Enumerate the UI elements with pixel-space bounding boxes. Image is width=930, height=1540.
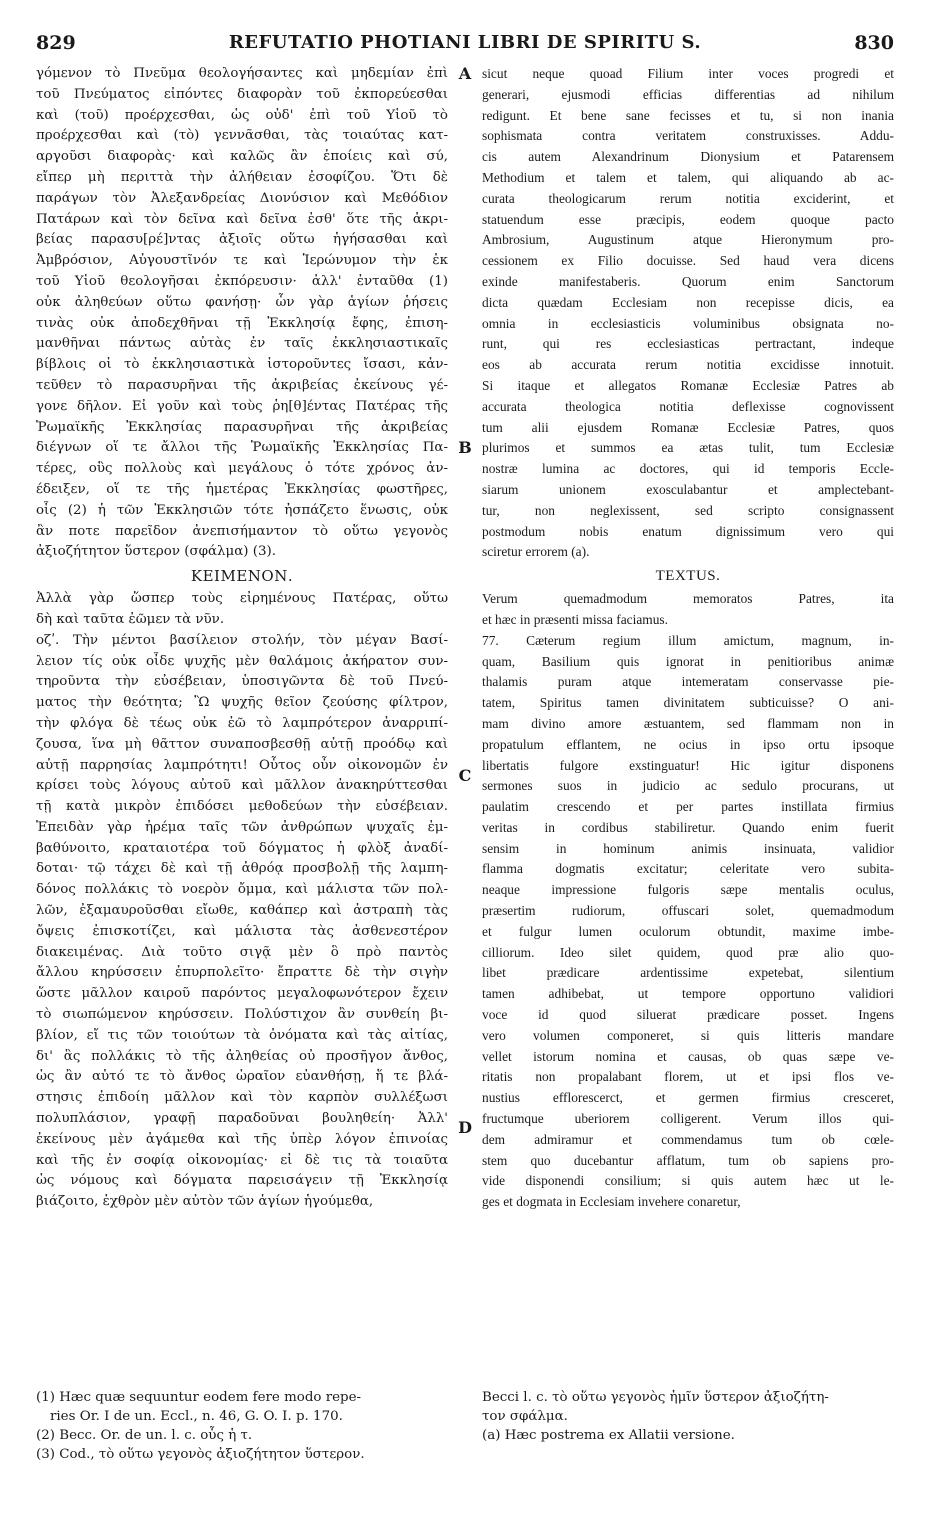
text-line: sermones suos in judicio ac sedulo procurans, ut	[482, 778, 894, 794]
text-line: postmodum nobis enatum dignissimum vero qui	[482, 523, 894, 539]
text-line: ἂν ποτε παρεῖδον ἀνεπισήμαντον τὸ οὕτω γεγονὸς	[36, 523, 448, 539]
text-line: ὥστε μᾶλλον καιροῦ παρόντος μεγαλοφωνότερον ἔχειν	[36, 986, 448, 1002]
text-line: eos ab accurata rerum notitia excidisse innotuit.	[482, 357, 894, 373]
text-line: ζουσα, ἵνα μὴ θᾶττον συναποσβεσθῇ αὐτῇ προόδῳ καὶ	[36, 736, 448, 752]
text-line: quam, Basilium quis ignorat in penitioribus animæ	[482, 653, 894, 669]
margin-marker-d: D	[458, 1118, 472, 1137]
text-line: tur, non neglexissent, sed scripto consignassent	[482, 502, 894, 518]
text-line: ὡς ἂν αὐτό τε τὸ ἄνθος ὡραῖον εὐανθήσῃ, ἥ τε βλά-	[36, 1069, 448, 1085]
text-line: dem admiramur et commendamus tum ob cœle-	[482, 1131, 894, 1147]
text-line: accurata theologica notitia deflexisse cognovissent	[482, 398, 894, 414]
latin-paragraph-3	[482, 631, 894, 1213]
running-title: REFUTATIO PHOTIANI LIBRI DE SPIRITU S.	[228, 32, 702, 53]
text-line: τῇ κατὰ μικρὸν ἐπιδόσει μεθοδεύων τὴν εὐσέβειαν.	[36, 799, 448, 815]
latin-section-heading: TEXTUS.	[655, 568, 721, 585]
text-line: καὶ (τοῦ) προέρχεσθαι, ὡς οὐδ' ἐπὶ τοῦ Υἱοῦ τὸ	[36, 107, 448, 123]
greek-column	[36, 64, 448, 1213]
text-line: cessionem ex Filio docuisse. Sed haud vera dicens	[482, 253, 894, 269]
text-line: βαθύνοιτο, κραταιοτέρα τοῦ δόγματος ἡ φλὸξ ἀναδί-	[36, 840, 448, 856]
text-line: δὴ καὶ ταῦτα ἐῶμεν τὰ νῦν.	[36, 611, 225, 627]
text-line: βλίον, εἴ τις τῶν τοιούτων τὰ ὀνόματα καὶ τὰς αἰτίας,	[36, 1027, 448, 1043]
text-line: Ambrosium, Augustinum atque Hieronymum pro-	[482, 232, 894, 248]
text-line: γόμενον τὸ Πνεῦμα θεολογήσαντες καὶ μηδεμίαν ἐπὶ	[36, 66, 448, 81]
text-line: propatulum efflantem, ne ocius in ipso ortu ipsoque	[482, 736, 894, 752]
text-line: γονε δῆλον. Εἰ γοῦν καὶ τοὺς ῥη[θ]έντας Πατέρας τῆς	[36, 398, 448, 414]
text-line: λειον τίς οὐκ οἶδε ψυχῆς μὲν θαλάμοις ἀκήρατον συν-	[36, 653, 448, 669]
text-line: exinde manifestaberis. Quorum enim Sanctorum	[482, 273, 894, 289]
footnotes-left	[36, 1388, 456, 1464]
text-line: τηροῦντα τὴν εὐσέβειαν, ὑποσιγῶντα δὲ τοῦ Πνεύ-	[36, 674, 448, 690]
text-line: sciretur errorem (a).	[482, 544, 590, 560]
greek-section-heading: ΚΕΙΜΕΝΟΝ.	[190, 567, 294, 586]
greek-paragraph-2	[36, 589, 448, 631]
text-line: fructumque uberiorem colligerent. Verum illos qui-	[482, 1111, 894, 1127]
text-line: cis autem Alexandrinum Dionysium et Patarensem	[482, 149, 894, 165]
text-line: siarum unionem exosculabantur et amplectebant-	[482, 481, 894, 497]
text-line: et fulgur lumen oculorum obtundit, maxime imbe-	[482, 923, 894, 939]
text-line: τοῦ Υἱοῦ θεολογῆσαι ἐκπόρευσιν· ἀλλ' ἐνταῦθα (1)	[36, 273, 448, 289]
text-line: thalamis puram atque intemeratam conservasse pie-	[482, 674, 894, 690]
text-line: τὸ σιωπώμενον κηρύσσειν. Πολύστιχον ἂν συνθείη βι-	[36, 1007, 448, 1023]
text-line: Verum quemadmodum memoratos Patres, ita	[482, 591, 894, 607]
text-line: vellet istorum nomina et causas, ob quas sæpe ve-	[482, 1048, 894, 1064]
page-number-left: 829	[36, 32, 76, 54]
footnote-line: ries Or. I de un. Eccl., n. 46, G. O. I. p. 170.	[50, 1409, 343, 1424]
footnote-line: (3) Cod., τὸ οὕτω γεγονὸς ἀξιοζήτητον ὕστερον.	[36, 1447, 365, 1462]
text-line: sophismata contra veritatem construxisses. Addu-	[482, 128, 894, 144]
text-line: libet prædicare ardentissime expetebat, silentium	[482, 965, 894, 981]
text-line: tum alii ejusdem Romanæ Ecclesiæ Patres, quos	[482, 419, 894, 435]
text-line: εἴπερ μὴ περιττὰ τὴν ἀλήθειαν ἐσοφίζου. Ὅτι δὲ	[36, 169, 448, 185]
text-line: veritas in cordibus stabiliretur. Quando enim fuerit	[482, 819, 894, 835]
footnote-line: (a) Hæc postrema ex Allatii versione.	[482, 1428, 735, 1443]
text-line: sicut neque quoad Filium inter voces progredi et	[482, 66, 894, 81]
text-line: Ἐπειδὰν γὰρ ἠρέμα ταῖς τῶν ἀνθρώπων ψυχαῖς ἐμ-	[36, 819, 448, 835]
text-line: δόνος πολλάκις τὸ νοερὸν ὄμμα, καὶ μάλιστα τῶν πολ-	[36, 882, 448, 898]
text-line: Ἀλλὰ γὰρ ὥσπερ τοὺς εἰρημένους Πατέρας, οὕτω	[36, 591, 448, 607]
text-line: οὐκ ἀληθεύων οὕτω φανήσῃ· ὧν γὰρ ἁγίων ῥήσεις	[36, 294, 448, 310]
text-line: οἷς (2) ἡ τῶν Ἐκκλησιῶν τότε ἠσπάζετο ἕνωσις, οὐκ	[36, 502, 448, 518]
text-line: ὄψεις ἐπισκοτίζει, καὶ μάλιστα τὰς ἀσθενεστέρον	[36, 923, 448, 939]
text-line: αὐτῇ παρρησίας λαμπρότητι! Οὗτος οὖν οἰκονομῶν ἐν	[36, 757, 448, 773]
text-line: στησις ἐπιδοίη μᾶλλον καὶ τὸν καρπὸν συλλέξωσι	[36, 1090, 448, 1106]
text-line: Methodium et talem et talem, qui aliquando ab ac-	[482, 169, 894, 185]
footnote-line: (1) Hæc quæ sequuntur eodem fere modo repe-	[36, 1390, 362, 1405]
page-number-right: 830	[854, 32, 894, 54]
text-line: ἀξιοζήτητον ὕστερον (σφάλμα) (3).	[36, 544, 276, 560]
text-line: διακειμένας. Διὰ τοῦτο σιγᾷ μὲν ὃ πρὸ παντὸς	[36, 944, 448, 960]
text-line: generari, ejusmodi efficias differentias ad nihilum	[482, 86, 894, 102]
text-line: curata theologicarum rerum notitia exciderint, et	[482, 190, 894, 206]
text-line: tatem, Spiritus tamen divinitatem subticuisse? O ani-	[482, 695, 894, 711]
text-line: ges et dogmata in Ecclesiam invehere conaretur,	[482, 1194, 741, 1210]
footnote-line: (2) Becc. Or. de un. l. c. οὗς ἡ τ.	[36, 1428, 253, 1443]
text-line: neaque impressione fulgoris sæpe mentalis oculus,	[482, 882, 894, 898]
text-line: cilliorum. Ideo silet quidem, quod præ alio quo-	[482, 944, 894, 960]
text-line: δι' ἃς πολλάκις τὸ τῆς ἀληθείας οὐ προσῆγον ἄνθος,	[36, 1048, 448, 1064]
text-line: præsertim rudiorum, offuscari solet, quemadmodum	[482, 903, 894, 919]
text-line: τινὰς οὐκ ἀποδεχθῆναι τῇ Ἐκκλησίᾳ ἔφης, ἐπιση-	[36, 315, 448, 331]
text-line: nustius efflorescerct, et germen firmius cresceret,	[482, 1090, 894, 1106]
text-line: plurimos et summos ea ætas tulit, tum Ecclesiæ	[482, 440, 894, 456]
text-line: et hæc in præsenti missa faciamus.	[482, 611, 668, 627]
text-line: ἄλλου κηρύσσειν ἐπυρπολεῖτο· ἔπραττε δὲ τὴν σιγὴν	[36, 965, 448, 981]
greek-paragraph-3	[36, 631, 448, 1213]
text-line: statuendum esse præcipis, eodem quoque pacto	[482, 211, 894, 227]
text-line: 77. Cæterum regium illum amictum, magnum, in-	[482, 632, 894, 648]
text-line: redigunt. Et bene sane fecisses et tu, si non inania	[482, 107, 894, 123]
text-line: έδειξεν, οἵ τε τῆς ἡμετέρας Ἐκκλησίας φωστῆρες,	[36, 481, 448, 497]
text-line: Πατάρων καὶ τὸν δεῖνα καὶ δεῖνα ἐσθ' ὅτε τῆς ἀκρι-	[36, 211, 448, 227]
text-line: runt, qui res ecclesiasticas pertractant, indeque	[482, 336, 894, 352]
text-line: nostræ lumina ac doctores, qui id temporis Eccle-	[482, 461, 894, 477]
page-header	[36, 32, 894, 56]
text-line: libertatis fulgore exstinguatur! Hic igitur disponens	[482, 757, 894, 773]
latin-paragraph-2	[482, 589, 894, 631]
text-line: τέρες, οὓς πολλοὺς καὶ μεγάλους ὁ τότε χρόνος ἀν-	[36, 461, 448, 477]
footnote-line: Becci l. c. τὸ οὕτω γεγονὸς ἡμῖν ὕστερον ἀξιοζήτη-	[482, 1390, 829, 1405]
text-line: προέρχεσθαι καὶ (τὸ) γεννᾶσθαι, τὰς τοιαύτας κατ-	[36, 128, 448, 144]
text-line: ὡς νόμους καὶ δόγματα παρεισάγειν τῇ Ἐκκλησίᾳ	[36, 1173, 448, 1189]
text-line: ματος τὴν θεότητα; Ὢ ψυχῆς θεῖον ζεούσης φίλτρον,	[36, 695, 448, 711]
text-line: λῶν, ἐξαμαυροῦσθαι εἴωθε, καθάπερ καὶ ἀστραπὴ τὰς	[36, 903, 448, 919]
text-line: Ῥωμαϊκῆς Ἐκκλησίας παρασυρῆναι τῆς ἀκριβείας	[36, 419, 448, 435]
text-line: ἐκείνους μὲν ἀγάμεθα καὶ τῆς ὑπὲρ λόγον ἐπινοίας	[36, 1131, 448, 1147]
text-line: sensim in hominum animis insinuata, validior	[482, 840, 894, 856]
footnotes-right	[482, 1388, 894, 1445]
text-line: voce id quod siluerat prædicare posset. Ingens	[482, 1007, 894, 1023]
text-line: Si itaque et allegatos Romanæ Ecclesiæ Patres ab	[482, 377, 894, 393]
greek-paragraph-1	[36, 64, 448, 563]
text-line: βιάζοιτο, ἐχθρὸν μὲν αὐτὸν τῶν ἁγίων ἡγούμεθα,	[36, 1194, 374, 1210]
text-line: τοῦ Πνεύματος εἰπόντες διαφορὰν τοῦ ἐκπορεύεσθαι	[36, 86, 448, 102]
text-line: Ἀμβρόσιον, Αὐγουστῖνόν τε καὶ Ἱερώνυμον τὴν ἐκ	[36, 253, 448, 269]
text-line: καὶ τῆς ἐν σοφίᾳ οἰκονομίας· εἰ δὲ τις τὰ τοιαῦτα	[36, 1152, 448, 1168]
latin-column	[482, 64, 894, 1213]
text-line: stem quo ducebantur afflatum, tum ob sapiens pro-	[482, 1152, 894, 1168]
text-line: αργοῦσι διαφορὰς· καὶ καλῶς ἂν ἐποίεις καὶ σύ,	[36, 149, 448, 165]
margin-marker-a: A	[458, 64, 472, 83]
text-line: omnia in ecclesiasticis voluminibus obsignata no-	[482, 315, 894, 331]
text-line: πολυπλάσιον, γραφῇ παραδοῦναι βουληθείη· Ἀλλ'	[36, 1111, 448, 1127]
text-line: οζʹ. Τὴν μέντοι βασίλειον στολήν, τὸν μέγαν Βασί-	[36, 632, 448, 648]
text-line: κρίσει τοὺς λόγους αὐτοῦ καὶ μᾶλλον ἀνακηρύττεσθαι	[36, 778, 448, 794]
text-line: ritatis non propalabant florem, ut et ipsi flos ve-	[482, 1069, 894, 1085]
text-line: mam divino amore æstuantem, sed flammam non in	[482, 715, 894, 731]
text-line: δοται· τῷ τάχει δὲ καὶ τῇ ἀθρόᾳ προσβολῇ τῆς λαμπη-	[36, 861, 448, 877]
text-line: vide disponendi consilium; si quis autem hæc ut le-	[482, 1173, 894, 1189]
text-line: τεῦθεν τὸ παρασυρῆναι τῆς ἀκριβείας ἐκείνους γέ-	[36, 377, 448, 393]
latin-paragraph-1	[482, 64, 894, 563]
text-line: tamen adhibebat, ut tempore opportuno validiori	[482, 986, 894, 1002]
text-line: flamma dogmatis excitatur; celeritate vero subita-	[482, 861, 894, 877]
footnote-line: τον σφάλμα.	[482, 1409, 568, 1424]
margin-marker-c: C	[458, 766, 472, 785]
text-line: τὴν φλόγα δὲ τέως οὐκ ἐῶ τὸ λαμπρότερον ἀναρριπί-	[36, 715, 448, 731]
margin-marker-b: B	[458, 438, 472, 457]
text-line: βείας παρασυ[ρέ]ντας ἀξιοῖς οὕτω ἡγήσασθαι καὶ	[36, 232, 448, 248]
text-line: βίβλοις οἱ τὸ ἐκκλησιαστικὰ ἱστοροῦντες ἴσασι, κἀν-	[36, 357, 448, 373]
text-line: vero volumen componeret, si quis litteris mandare	[482, 1027, 894, 1043]
text-line: dicta quædam Ecclesiam non recepisse dicis, ea	[482, 294, 894, 310]
text-line: παράγων τὸν Ἀλεξανδρείας Διονύσιον καὶ Μεθόδιον	[36, 190, 448, 206]
text-line: paulatim crescendo et per partes instillata firmius	[482, 799, 894, 815]
text-line: διέγνων οἵ τε ἄλλοι τῆς Ῥωμαϊκῆς Ἐκκλησίας Πα-	[36, 440, 448, 456]
text-line: μανθῆναι πάντως αὐτὰς ἐν ταῖς ἐκκλησιαστικαῖς	[36, 336, 448, 352]
